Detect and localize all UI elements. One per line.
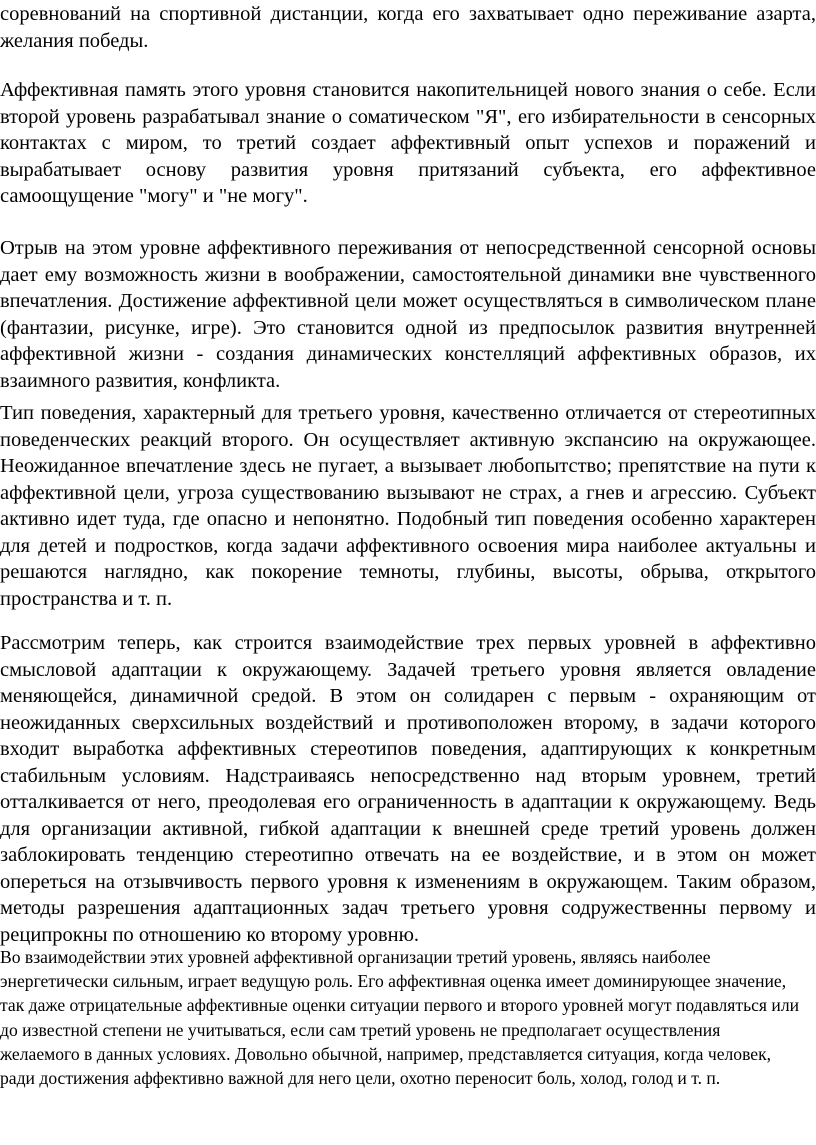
paragraph-4: Тип поведения, характерный для третьего уровня, качественно отличается от стереотипных поведенческих реакций второго. Он осуществляет активную экспансию на окружающее. Неожиданное впечатление здесь не пугает, а вызывает любопытство; препятствие на пути к аффективной цели, угроза существованию вызывают не страх, а гнев и агрессию. Субъект активно идет туда, где опасно и непонятно. Подобный тип поведения особенно характерен для детей и подростков, когда задачи аффективного освоения мира наиболее актуальны и решаются наглядно, как покорение темноты, глубины, высоты, обрыва, открытого пространства и т. п.	[0, 402, 816, 610]
paragraph-3: Отрыв на этом уровне аффективного переживания от непосредственной сенсорной основы дает ему возможность жизни в воображении, самостоятельной динамики вне чувственного впечатления. Достижение аффективной цели может осуществляться в символическом плане (фантазии, рисунке, игре). Это становится одной из предпосылок развития внутренней аффективной жизни - создания динамических констелляций аффективных образов, их взаимного развития, конфликта.	[0, 237, 816, 392]
paragraph-2: Аффективная память этого уровня становится накопительницей нового знания о себе. Если второй уровень разрабатывал знание о соматическом "Я", его избирательности в сенсорных контактах с миром, то третий создает аффективный опыт успехов и поражений и вырабатывает основу развития уровня притязаний субъекта, его аффективное самоощущение "могу" и "не могу".	[0, 79, 816, 207]
paragraph-6: Во взаимодействии этих уровней аффективной организации третий уровень, являясь наиболее энергетически сильным, играет ведущую роль. Его аффективная оценка имеет доминирующее значение, так даже отрицательные аффективные оценки ситуации первого и второго уровней могут подавляться или до известной степени не учитываться, если сам третий уровень не предполагает осуществления желаемого в данных условиях. Довольно обычной, например, представляется ситуация, когда человек, ради достижения аффективно важной для него цели, охотно переносит боль, холод, голод и т. п.	[0, 947, 800, 1089]
paragraph-5: Рассмотрим теперь, как строится взаимодействие трех первых уровней в аффективно смысловой адаптации к окружающему. Задачей третьего уровня является овладение меняющейся, динамичной средой. В этом он солидарен с первым - охраняющим от неожиданных сверхсильных воздействий и противоположен второму, в задачи которого входит выработка аффективных стереотипов поведения, адаптирующих к конкретным стабильным условиям. Надстраиваясь непосредственно над вторым уровнем, третий отталкивается от него, преодолевая его ограниченность в адаптации к окружающему. Ведь для организации активной, гибкой адаптации к внешней среде третий уровень должен заблокировать тенденцию стереотипно отвечать на ее воздействие, и в этом он может опереться на отзывчивость первого уровня к изменениям в окружающем. Таким образом, методы разрешения адаптационных задач третьего уровня содружественны первому и реципрокны по отношению ко второму уровню.	[0, 632, 816, 946]
paragraph-1: соревнований на спортивной дистанции, когда его захватывает одно переживание азарта, желания победы.	[0, 3, 816, 52]
